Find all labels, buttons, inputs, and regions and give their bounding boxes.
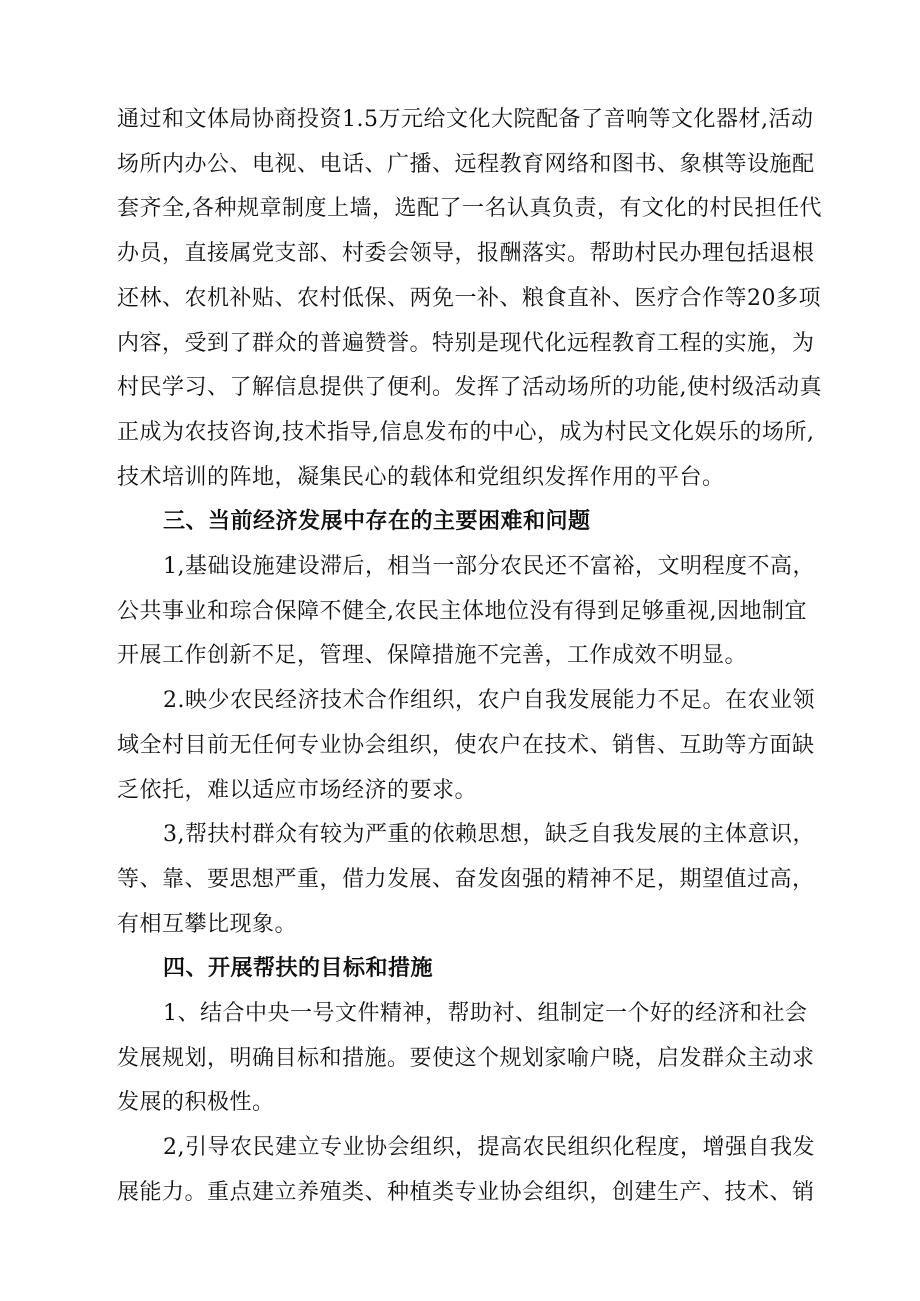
paragraph-problem-2 (117, 679, 833, 813)
paragraph-activity-venue (117, 98, 833, 500)
text-line: 正成为农技咨询,技术指导,信息发布的中心，成为村民文化娱乐的场所, (117, 419, 815, 445)
text-line: 2.映少农民经济技术合作组织，农户自我发展能力不足。在农业领 (163, 688, 815, 714)
section-heading-measures: 四、开展帮扶的目标和措施 (163, 956, 434, 982)
text-line: 场所内办公、电视、电话、广播、远程教育网络和图书、象棋等设施配 (117, 151, 815, 177)
text-line: 开展工作创新不足，管理、保障措施不完善，工作成效不明显。 (117, 643, 748, 669)
text-line: 办员，直接属党支部、村委会领导，报酬落实。帮助村民办理包括退根 (117, 241, 815, 267)
text-line: 等、靠、要思想严重，借力发展、奋发囱强的精神不足，期望值过高， (117, 866, 815, 892)
text-line: 1,基础设施建设滞后，相当一部分农民还不富裕，文明程度不高， (163, 554, 815, 580)
text-line: 发展的积极性。 (117, 1090, 275, 1116)
text-line: 域全村目前无任何专业协会组织，使农户在技术、销售、互助等方面缺 (117, 732, 815, 758)
text-line: 套齐全,各种规章制度上墙，选配了一名认真负责，有文化的村民担任代 (117, 196, 822, 222)
paragraph-problem-1 (117, 545, 833, 679)
document-page (117, 98, 833, 1216)
text-line: 发展规划，明确目标和措施。要使这个规划家喻户晓，启发群众主动求 (117, 1045, 815, 1071)
text-line: 公共事业和琮合保障不健全,农民主体地位没有得到足够重视,因地制宜 (117, 598, 807, 624)
paragraph-measure-1 (117, 992, 833, 1126)
text-line: 有相互攀比现象。 (117, 911, 298, 937)
text-line: 2,引导农民建立专业协会组织，提高农民组织化程度，增强自我发 (163, 1135, 815, 1161)
text-line: 3,帮扶村群众有较为严重的依赖思想，缺乏自我发展的主体意识， (163, 822, 815, 848)
text-line: 乏依托，难以适应市场经济的要求。 (117, 777, 478, 803)
paragraph-problem-3 (117, 813, 833, 947)
text-line: 展能力。重点建立养殖类、种植类专业协会组织，创建生产、技术、销 (117, 1179, 815, 1205)
paragraph-measure-2 (117, 1126, 833, 1215)
section-heading-problems: 三、当前经济发展中存在的主要困难和问题 (163, 509, 591, 535)
text-line: 1、结合中央一号文件精神，帮助衬、组制定一个好的经济和社会 (163, 1001, 808, 1027)
text-line: 内容，受到了群众的普遍赞誉。特别是现代化远程教育工程的实施，为 (117, 330, 815, 356)
text-line: 技术培训的阵地，凝集民心的载体和党组织发挥作用的平台。 (117, 464, 725, 490)
text-line: 还林、农机补贴、农村低保、两免一补、粮食直补、医疗合作等20多项 (117, 285, 821, 311)
text-line: 通过和文体局协商投资1.5万元给文化大院配备了音响等文化器材,活动 (117, 107, 814, 132)
text-line: 村民学习、了解信息提供了便利。发挥了活动场所的功能,使村级活动真 (117, 375, 822, 401)
